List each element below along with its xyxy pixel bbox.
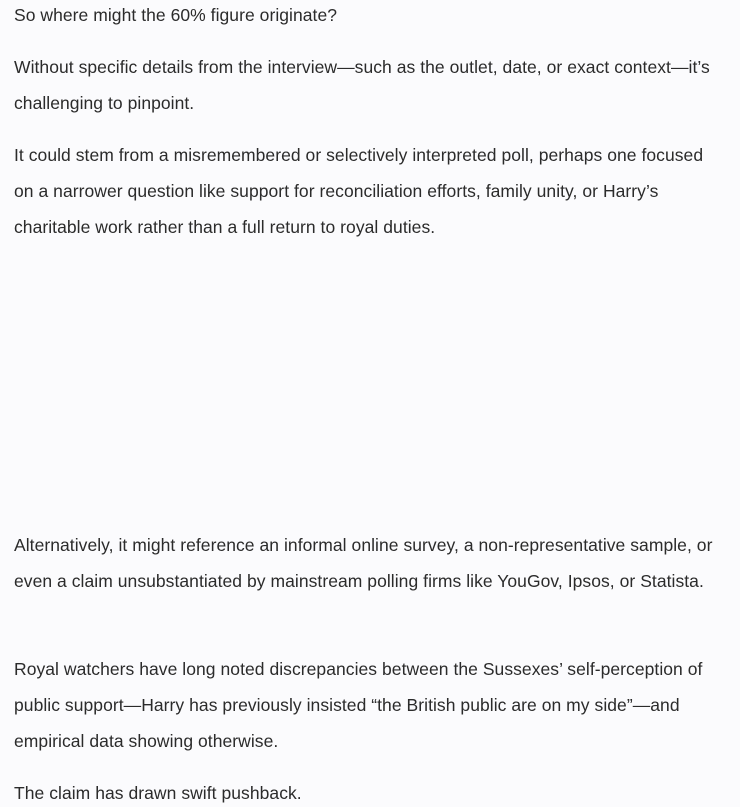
blank-ad-space [0,262,740,512]
paragraph-pushback: The claim has drawn swift pushback. [14,783,302,803]
paragraph-informal-survey: Alternatively, it might reference an informal online survey, a non-representative sample, or even a claim unsubstantiated by mainstream polling firms like YouGov, Ipsos, or Statista. [14,535,713,591]
paragraph-origin-question: So where might the 60% figure originate? [14,5,338,25]
paragraph-no-details: Without specific details from the interview—such as the outlet, date, or exact context—it’s challenging to pinpoint. [14,57,710,113]
paragraph-misremembered-poll: It could stem from a misremembered or selectively interpreted poll, perhaps one focused on a narrower question like support for reconciliation efforts, family unity, or Harry’s charitable work rather than a full return to royal duties. [14,145,704,237]
paragraph-royal-watchers: Royal watchers have long noted discrepancies between the Sussexes’ self-perception of public support—Harry has previously insisted “the British public are on my side”—and empirical data showing otherwise. [14,659,703,751]
